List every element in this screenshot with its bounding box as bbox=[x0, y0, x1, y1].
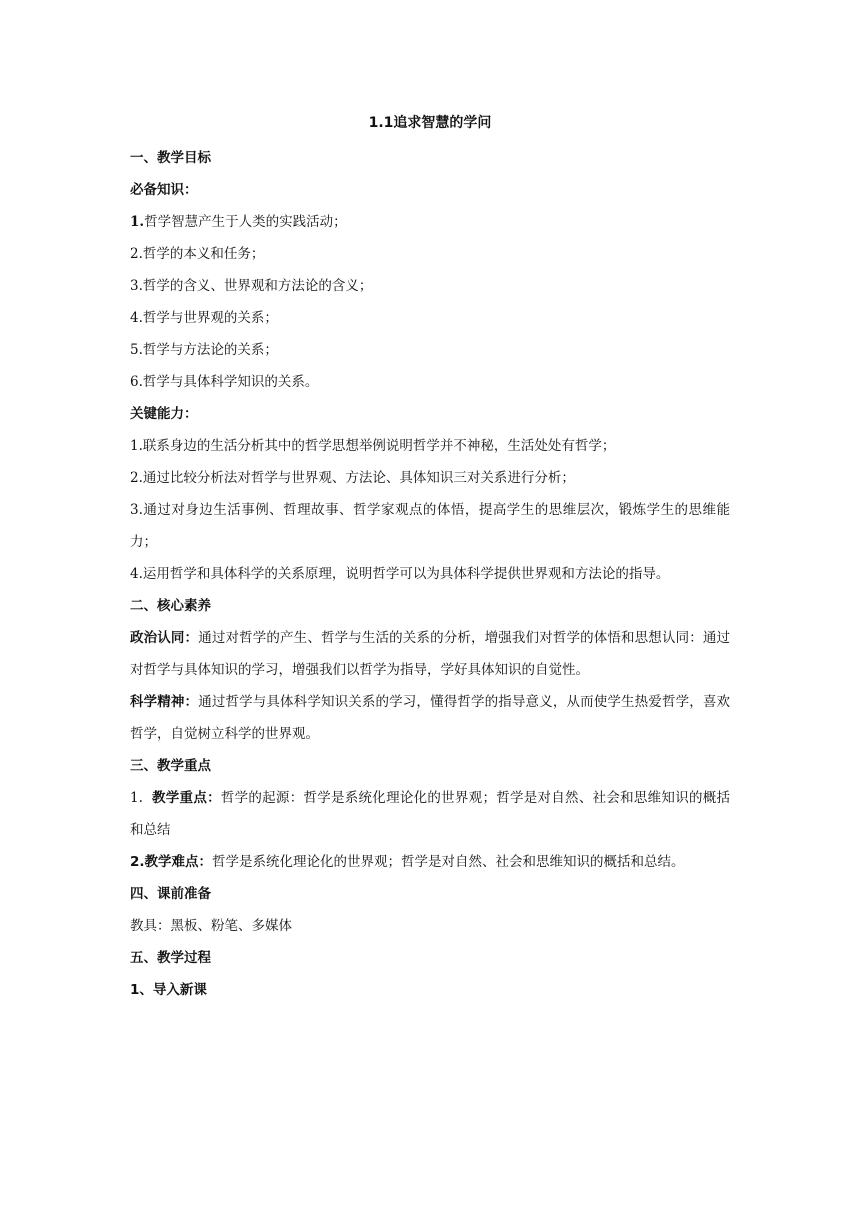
section-heading-core-literacy: 二、核心素养 bbox=[130, 598, 211, 614]
section-heading-preparation: 四、课前准备 bbox=[130, 886, 211, 902]
section-heading-key-points: 三、教学重点 bbox=[130, 758, 211, 774]
political-identity-label: 政治认同： bbox=[130, 630, 199, 646]
document-title: 1.1追求智慧的学问 bbox=[368, 115, 492, 131]
difficult-point-paragraph: 2.教学难点：哲学是系统化理论化的世界观；哲学是对自然、社会和思维知识的概括和总结。 bbox=[130, 854, 685, 870]
preparation-text: 教具：黑板、粉笔、多媒体 bbox=[130, 918, 292, 934]
ability-item: 2.通过比较分析法对哲学与世界观、方法论、具体知识三对关系进行分析； bbox=[130, 470, 575, 486]
knowledge-item: 3.哲学的含义、世界观和方法论的含义； bbox=[130, 278, 373, 294]
document-body bbox=[130, 110, 730, 1006]
knowledge-item: 6.哲学与具体科学知识的关系。 bbox=[130, 374, 319, 390]
knowledge-item: 5.哲学与方法论的关系； bbox=[130, 342, 278, 358]
ability-item: 1.联系身边的生活分析其中的哲学思想举例说明哲学并不神秘，生活处处有哲学； bbox=[130, 438, 616, 454]
knowledge-item: 1.哲学智慧产生于人类的实践活动； bbox=[130, 214, 347, 230]
science-spirit-label: 科学精神： bbox=[130, 694, 199, 710]
subsection-introduction: 1、导入新课 bbox=[130, 982, 207, 998]
ability-item: 4.运用哲学和具体科学的关系原理，说明哲学可以为具体科学提供世界观和方法论的指导。 bbox=[130, 566, 670, 582]
knowledge-item: 2.哲学的本义和任务； bbox=[130, 246, 265, 262]
difficult-point-text: 哲学是系统化理论化的世界观；哲学是对自然、社会和思维知识的概括和总结。 bbox=[212, 854, 685, 870]
science-spirit-text: 通过哲学与具体科学知识关系的学习，懂得哲学的指导意义，从而使学生热爱哲学，喜欢哲学，自觉树立科学的世界观。 bbox=[130, 694, 731, 742]
science-spirit-paragraph bbox=[130, 686, 730, 750]
knowledge-label: 必备知识： bbox=[130, 182, 198, 198]
ability-item: 3.通过对身边生活事例、哲理故事、哲学家观点的体悟，提高学生的思维层次，锻炼学生的思维能力； bbox=[130, 502, 730, 550]
key-point-text: 哲学的起源：哲学是系统化理论化的世界观；哲学是对自然、社会和思维知识的概括和总结 bbox=[130, 790, 730, 838]
political-identity-paragraph bbox=[130, 622, 730, 686]
difficult-point-label: 教学难点： bbox=[144, 854, 213, 870]
key-point-paragraph: 1. 教学重点：哲学的起源：哲学是系统化理论化的世界观；哲学是对自然、社会和思维知识的概括和总结 bbox=[130, 790, 730, 838]
knowledge-item: 4.哲学与世界观的关系； bbox=[130, 310, 278, 326]
section-heading-process: 五、教学过程 bbox=[130, 950, 211, 966]
political-identity-text: 通过对哲学的产生、哲学与生活的关系的分析，增强我们对哲学的体悟和思想认同：通过对哲学与具体知识的学习，增强我们以哲学为指导，学好具体知识的自觉性。 bbox=[130, 630, 731, 678]
key-point-label: 教学重点： bbox=[152, 790, 221, 806]
section-heading-objectives: 一、教学目标 bbox=[130, 150, 211, 166]
ability-label: 关键能力： bbox=[130, 406, 198, 422]
